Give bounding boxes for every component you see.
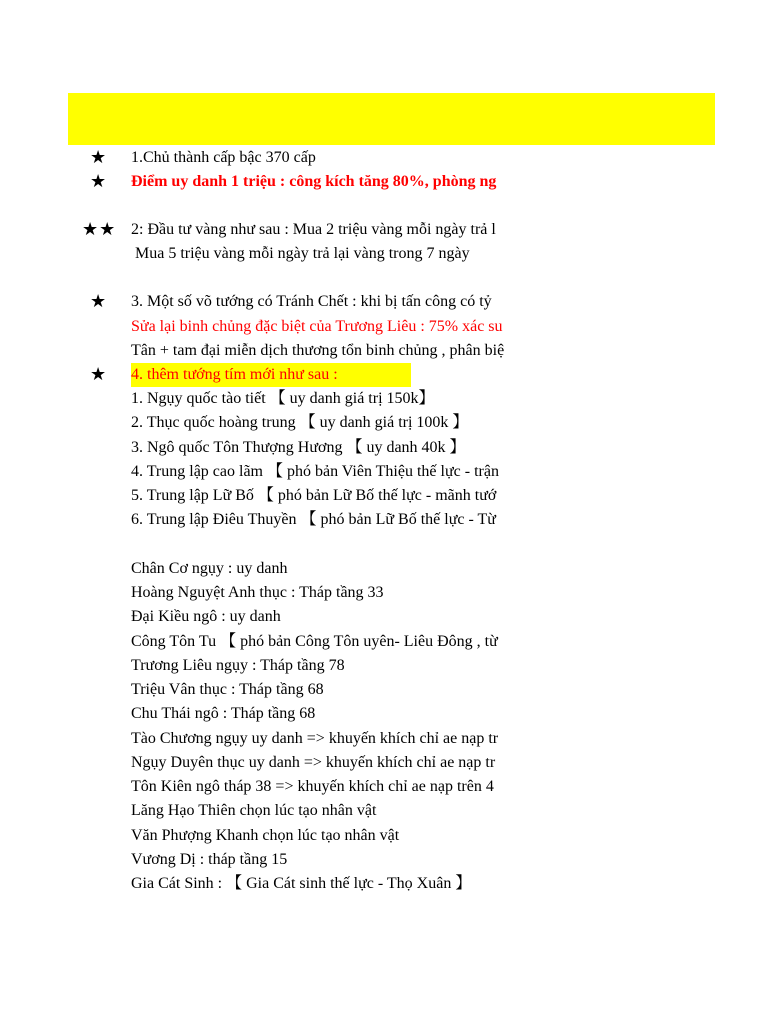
text-line: Tân + tam đại miễn dịch thương tổn binh chủng , phân biệ: [131, 342, 505, 359]
list-item: Chân Cơ ngụy : uy danh: [131, 560, 288, 577]
star-icon: ★: [90, 171, 107, 192]
list-item: Tào Chương ngụy uy danh => khuyến khích chỉ ae nạp tr: [131, 730, 499, 747]
text-line: 3. Một số võ tướng có Tránh Chết : khi bị tấn công có tỷ: [131, 293, 492, 310]
list-item: Đại Kiều ngô : uy danh: [131, 608, 281, 625]
list-item: 3. Ngô quốc Tôn Thượng Hương 【 uy danh 40k 】: [131, 439, 466, 456]
text-line: 1.Chủ thành cấp bậc 370 cấp: [131, 149, 316, 166]
list-item: 6. Trung lập Điêu Thuyền 【 phó bản Lữ Bố thế lực - Từ: [131, 511, 496, 528]
list-item: Tôn Kiên ngô tháp 38 => khuyến khích chỉ ae nạp trên 4: [131, 778, 494, 795]
double-star-icon: ★★: [82, 219, 117, 240]
section-heading: 4. thêm tướng tím mới như sau :: [131, 363, 411, 387]
text-line: Mua 5 triệu vàng mỗi ngày trả lại vàng trong 7 ngày: [135, 245, 470, 262]
star-icon: ★: [90, 147, 107, 168]
text-line: 2: Đầu tư vàng như sau : Mua 2 triệu vàng mỗi ngày trả l: [131, 221, 496, 238]
list-item: Ngụy Duyên thục uy danh => khuyến khích chỉ ae nạp tr: [131, 754, 496, 771]
star-icon: ★: [90, 364, 107, 385]
star-icon: ★: [90, 291, 107, 312]
list-item: Vương Dị : tháp tầng 15: [131, 851, 288, 868]
list-item: 1. Ngụy quốc tào tiết 【 uy danh giá trị 150k】: [131, 390, 435, 407]
list-item: 4. Trung lập cao lãm 【 phó bản Viên Thiệu thế lực - trận: [131, 463, 499, 480]
list-item: 2. Thục quốc hoàng trung 【 uy danh giá trị 100k 】: [131, 414, 469, 431]
list-item: Hoàng Nguyệt Anh thục : Tháp tầng 33: [131, 584, 384, 601]
list-item: Văn Phượng Khanh chọn lúc tạo nhân vật: [131, 827, 400, 844]
text-line-highlight: Sửa lại binh chủng đặc biệt của Trương Liêu : 75% xác su: [131, 318, 503, 335]
list-item: Triệu Vân thục : Tháp tầng 68: [131, 681, 324, 698]
list-item: Lăng Hạo Thiên chọn lúc tạo nhân vật: [131, 802, 377, 819]
list-item: Công Tôn Tu 【 phó bản Công Tôn uyên- Liêu Đông , từ: [131, 633, 498, 650]
list-item: 5. Trung lập Lữ Bố 【 phó bản Lữ Bố thế lực - mãnh tướ: [131, 487, 497, 504]
header-highlight-bar: [68, 93, 715, 145]
list-item: Trương Liêu ngụy : Tháp tầng 78: [131, 657, 345, 674]
list-item: Gia Cát Sinh : 【 Gia Cát sinh thế lực - Thọ Xuân 】: [131, 875, 472, 892]
list-item: Chu Thái ngô : Tháp tầng 68: [131, 705, 316, 722]
text-line-highlight: Điểm uy danh 1 triệu : công kích tăng 80%, phòng ng: [131, 173, 497, 190]
